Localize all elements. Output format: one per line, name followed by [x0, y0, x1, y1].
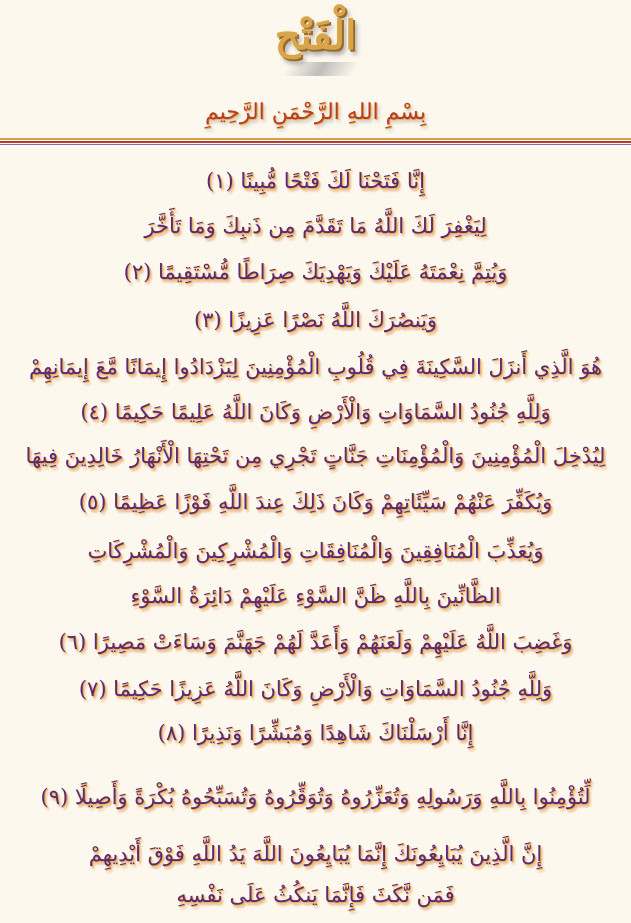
- verse-line: لِّتُؤْمِنُوا بِاللَّهِ وَرَسُولِهِ وَتُعَزِّرُوهُ وَتُوَقِّرُوهُ وَتُسَبِّحُوهُ بُكْرَةً وَأَصِيلًا (٩): [40, 785, 591, 809]
- divider: [0, 138, 631, 146]
- verse-line: الظَّانِّينَ بِاللَّهِ ظَنَّ السَّوْءِ عَلَيْهِمْ دَائِرَةُ السَّوْءِ: [130, 584, 501, 608]
- title-decoration: [282, 62, 360, 76]
- verse-line: وَلِلَّهِ جُنُودُ السَّمَاوَاتِ وَالْأَرْضِ وَكَانَ اللَّهُ عَلِيمًا حَكِيمًا (٤): [80, 400, 551, 424]
- verse-line: وَيُعَذِّبَ الْمُنَافِقِينَ وَالْمُنَافِقَاتِ وَالْمُشْرِكِينَ وَالْمُشْرِكَاتِ: [87, 539, 544, 563]
- verse-line: لِيُدْخِلَ الْمُؤْمِنِينَ وَالْمُؤْمِنَاتِ جَنَّاتٍ تَجْرِي مِن تَحْتِهَا الْأَنْهَارُ خَالِدِينَ فِيهَا: [25, 444, 606, 468]
- surah-title-area: [0, 6, 631, 78]
- verse-line: إِنَّا أَرْسَلْنَاكَ شَاهِدًا وَمُبَشِّرًا وَنَذِيرًا (٨): [157, 721, 474, 745]
- divider-line-red: [0, 141, 631, 143]
- verse-line: وَيُكَفِّرَ عَنْهُمْ سَيِّئَاتِهِمْ وَكَانَ ذَلِكَ عِندَ اللَّهِ فَوْزًا عَظِيمًا (٥): [78, 490, 553, 514]
- verse-line: هُوَ الَّذِي أَنزَلَ السَّكِينَةَ فِي قُلُوبِ الْمُؤْمِنِينَ لِيَزْدَادُوا إِيمَانًا مَّعَ إِيمَانِهِمْ: [28, 355, 603, 379]
- verse-line: وَغَضِبَ اللَّهُ عَلَيْهِمْ وَلَعَنَهُمْ وَأَعَدَّ لَهُمْ جَهَنَّمَ وَسَاءَتْ مَصِيرًا (٦): [58, 630, 573, 654]
- verse-line: إِنَّ الَّذِينَ يُبَايِعُونَكَ إِنَّمَا يُبَايِعُونَ اللَّهَ يَدُ اللَّهِ فَوْقَ أَيْدِيهِمْ: [88, 842, 543, 866]
- basmala: بِسْمِ اللهِ الرَّحْمَنِ الرَّحِيمِ: [204, 100, 427, 125]
- verse-line: وَلِلَّهِ جُنُودُ السَّمَاوَاتِ وَالْأَرْضِ وَكَانَ اللَّهُ عَزِيزًا حَكِيمًا (٧): [78, 677, 553, 701]
- verse-line: لِيَغْفِرَ لَكَ اللَّهُ مَا تَقَدَّمَ مِن ذَنبِكَ وَمَا تَأَخَّرَ: [144, 214, 487, 238]
- verse-line: إِنَّا فَتَحْنَا لَكَ فَتْحًا مُّبِينًا (١): [206, 169, 425, 193]
- divider-line-gold: [0, 138, 631, 140]
- surah-title: الْفَتْح: [274, 12, 357, 59]
- verse-line: وَيُتِمَّ نِعْمَتَهُ عَلَيْكَ وَيَهْدِيَكَ صِرَاطًا مُّسْتَقِيمًا (٢): [123, 260, 508, 284]
- verse-line: فَمَن نَّكَثَ فَإِنَّمَا يَنكُثُ عَلَى نَفْسِهِ: [176, 883, 455, 907]
- verse-line: وَيَنصُرَكَ اللَّهُ نَصْرًا عَزِيزًا (٣): [193, 308, 438, 332]
- divider-line-purple: [0, 144, 631, 145]
